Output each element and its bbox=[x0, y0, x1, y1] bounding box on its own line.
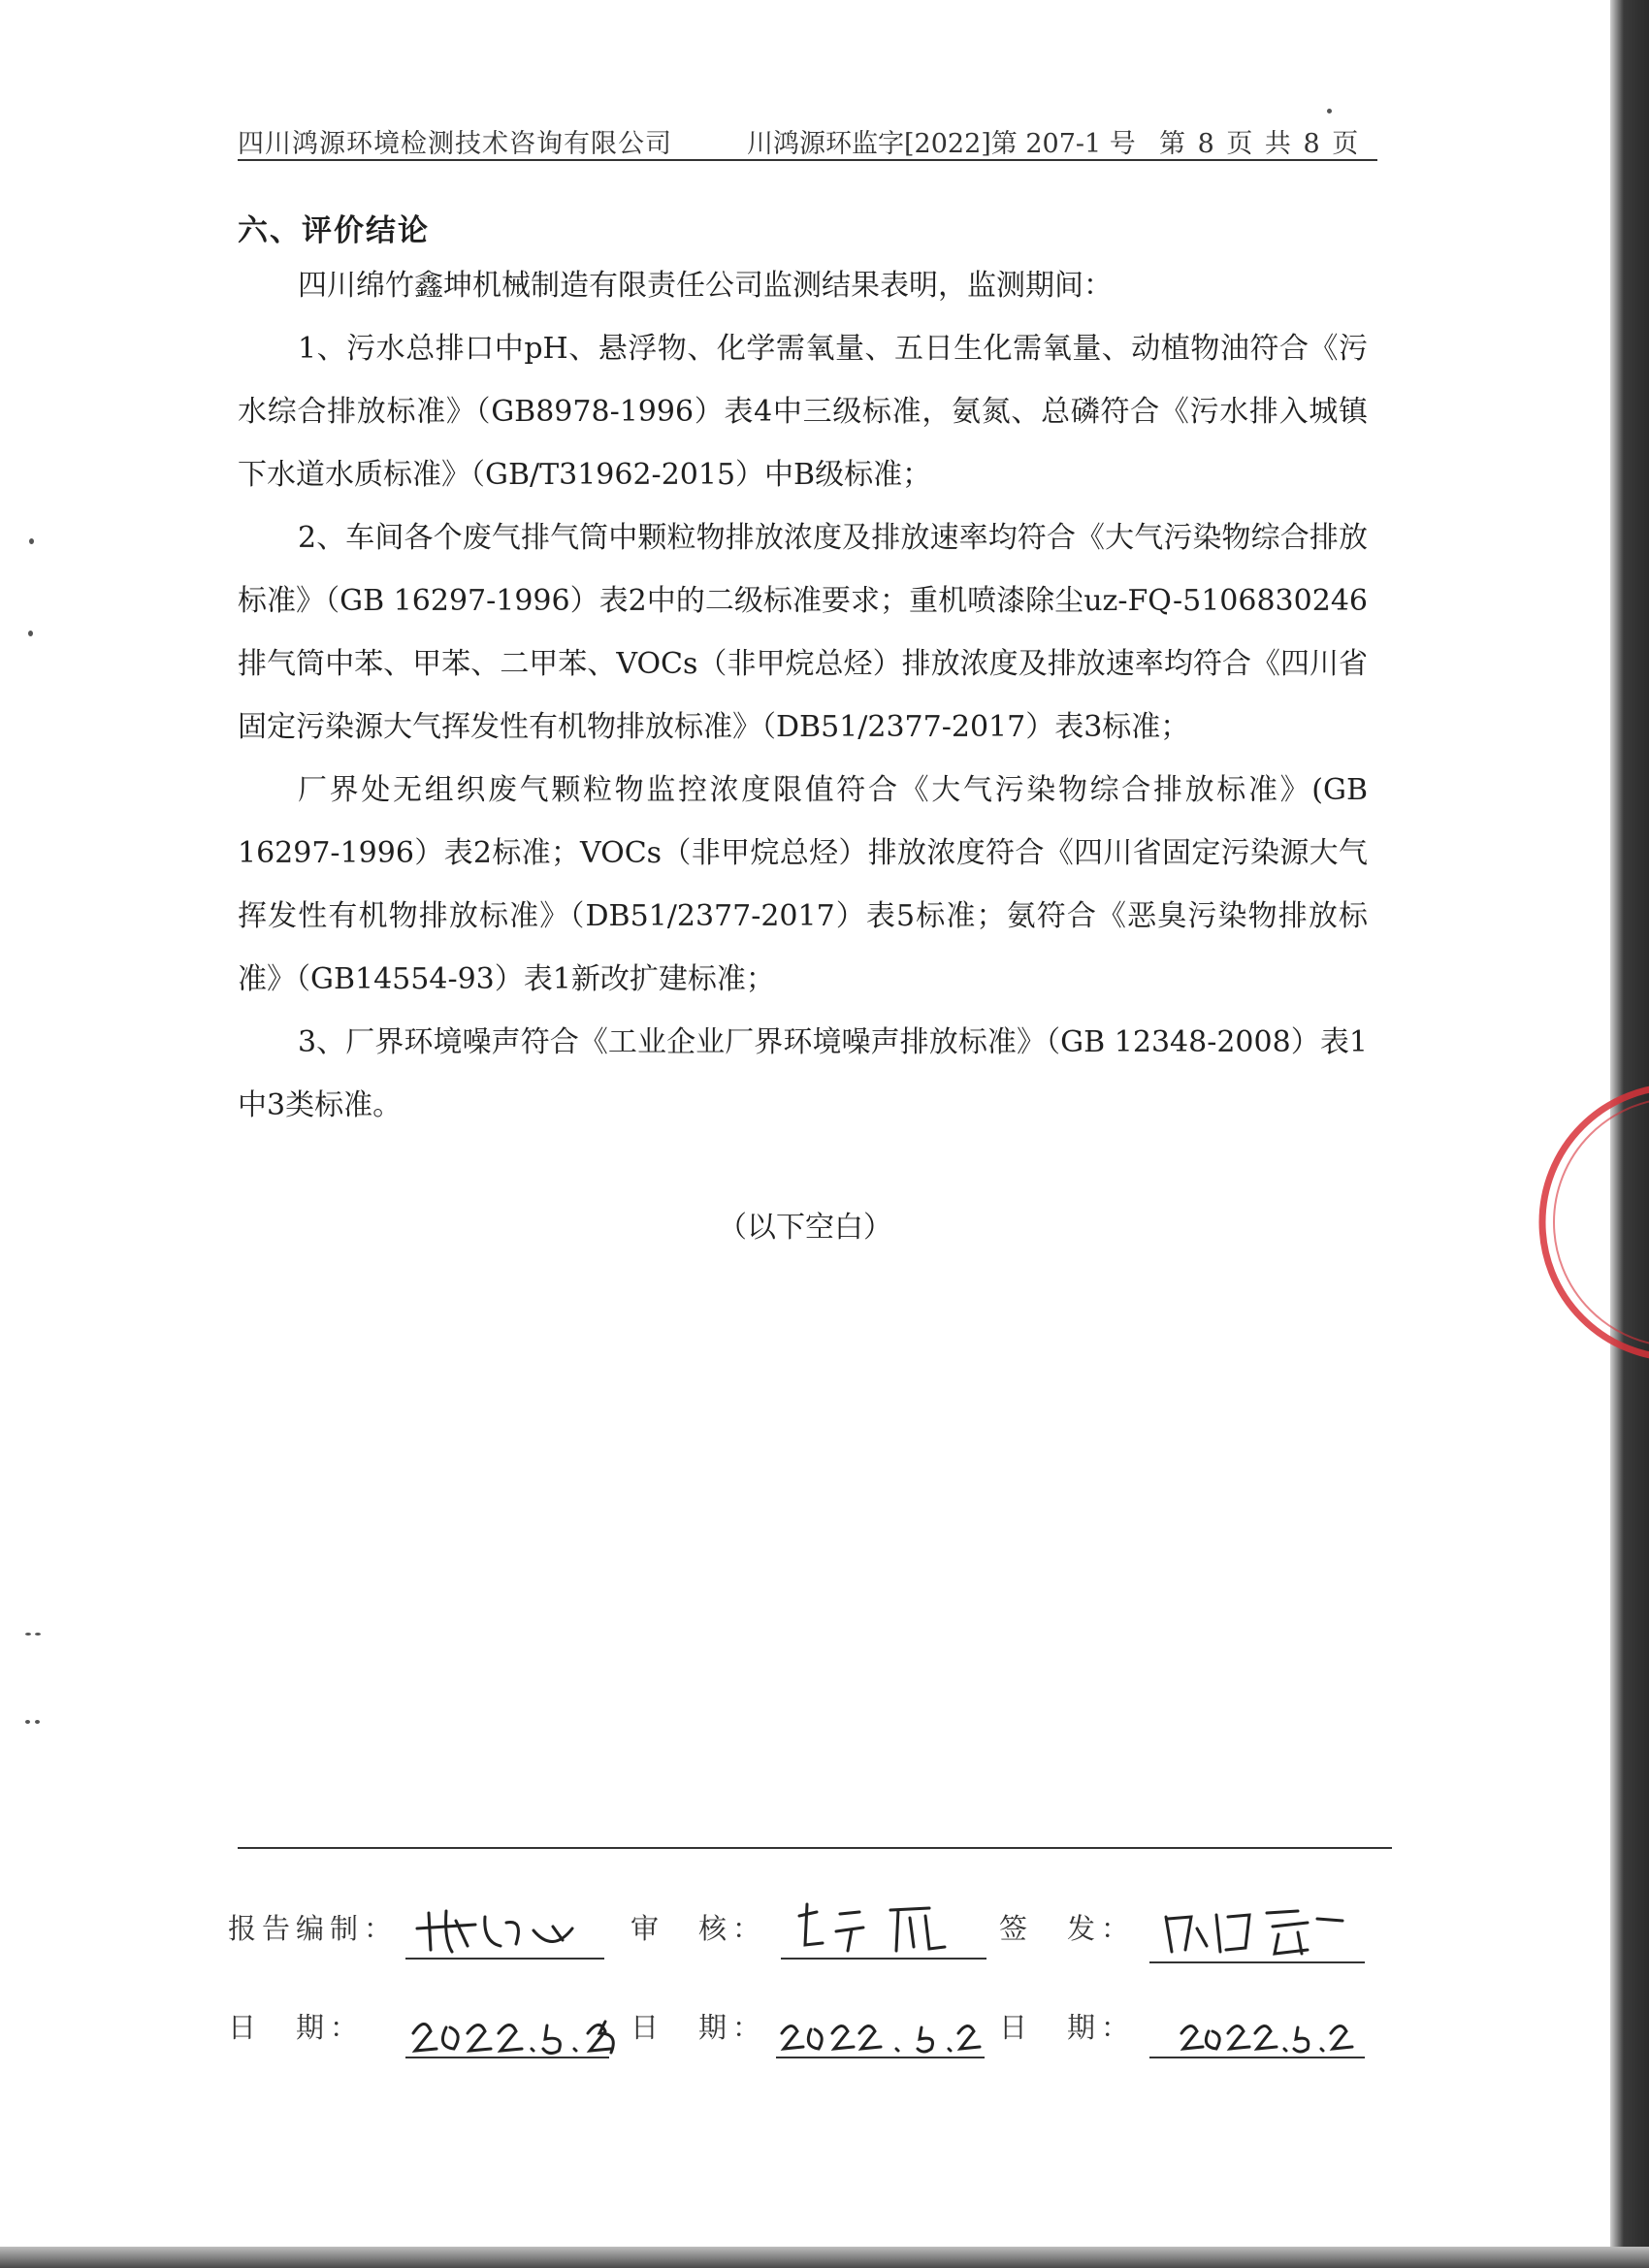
paragraph-intro: 四川绵竹鑫坤机械制造有限责任公司监测结果表明，监测期间： bbox=[298, 269, 1113, 303]
date-label-3: 日 期： bbox=[999, 2011, 1136, 2044]
header-report-number: 川鸿源环监字[2022]第 207-1 号 bbox=[747, 129, 1136, 159]
paragraph-noise: 3、厂界环境噪声符合《工业企业厂界环境噪声排放标准》（GB 12348-2008）表1中3类标准。 bbox=[238, 1025, 1368, 1122]
scan-speck bbox=[35, 1720, 40, 1724]
blank-note: （以下空白） bbox=[718, 1211, 892, 1245]
page-header bbox=[238, 120, 1377, 161]
date-3-handwritten bbox=[1176, 2012, 1370, 2060]
issuer-signature bbox=[1152, 1899, 1361, 1960]
header-page-info: 第 8 页 共 8 页 bbox=[1159, 129, 1361, 159]
reviewer-signature bbox=[784, 1896, 978, 1957]
issue-label: 签 发： bbox=[999, 1912, 1136, 1945]
scan-speck bbox=[25, 1633, 31, 1636]
review-sign-line bbox=[781, 1958, 986, 1960]
scan-speck bbox=[28, 631, 33, 636]
paragraph-exhaust: 2、车间各个废气排气筒中颗粒物排放浓度及排放速率均符合《大气污染物综合排放标准》（GB 16297-1996）表2中的二级标准要求；重机喷漆除尘uz-FQ-5106830246排气筒中苯、甲苯、二甲苯、VOCs（非甲烷总烃）排放浓度及排放速率均符合《四川省固定污染源大气挥发性有机物排放标准》（DB51/2377-2017）表3标准； bbox=[238, 521, 1368, 744]
date-label-1: 日 期： bbox=[228, 2011, 365, 2044]
date-1-handwritten bbox=[407, 2004, 626, 2062]
scan-speck bbox=[1327, 109, 1332, 113]
date-label-2: 日 期： bbox=[630, 2011, 767, 2044]
signature-divider bbox=[238, 1847, 1392, 1849]
date-2-handwritten bbox=[776, 2010, 989, 2060]
scan-speck bbox=[35, 1633, 41, 1636]
company-seal-stamp bbox=[1518, 1082, 1649, 1363]
compiler-signature bbox=[407, 1901, 601, 1960]
scan-edge-bottom bbox=[0, 2247, 1649, 2268]
scan-speck bbox=[25, 1720, 30, 1724]
section-title: 六、评价结论 bbox=[238, 213, 430, 248]
header-company: 四川鸿源环境检测技术咨询有限公司 bbox=[238, 129, 672, 159]
issue-sign-line bbox=[1149, 1961, 1365, 1963]
compiled-label: 报告编制： bbox=[228, 1912, 399, 1945]
paragraph-wastewater: 1、污水总排口中pH、悬浮物、化学需氧量、五日生化需氧量、动植物油符合《污水综合排放标准》（GB8978-1996）表4中三级标准，氨氮、总磷符合《污水排入城镇下水道水质标准》（GB/T31962-2015）中B级标准； bbox=[238, 332, 1368, 492]
review-label: 审 核： bbox=[630, 1912, 767, 1945]
paragraph-fugitive: 厂界处无组织废气颗粒物监控浓度限值符合《大气污染物综合排放标准》(GB 16297-1996）表2标准；VOCs（非甲烷总烃）排放浓度符合《四川省固定污染源大气挥发性有机物排放标准》（DB51/2377-2017）表5标准；氨符合《恶臭污染物排放标准》（GB14554-93）表1新改扩建标准； bbox=[238, 773, 1368, 996]
scan-speck bbox=[29, 538, 34, 544]
conclusion-body bbox=[238, 254, 1368, 1137]
